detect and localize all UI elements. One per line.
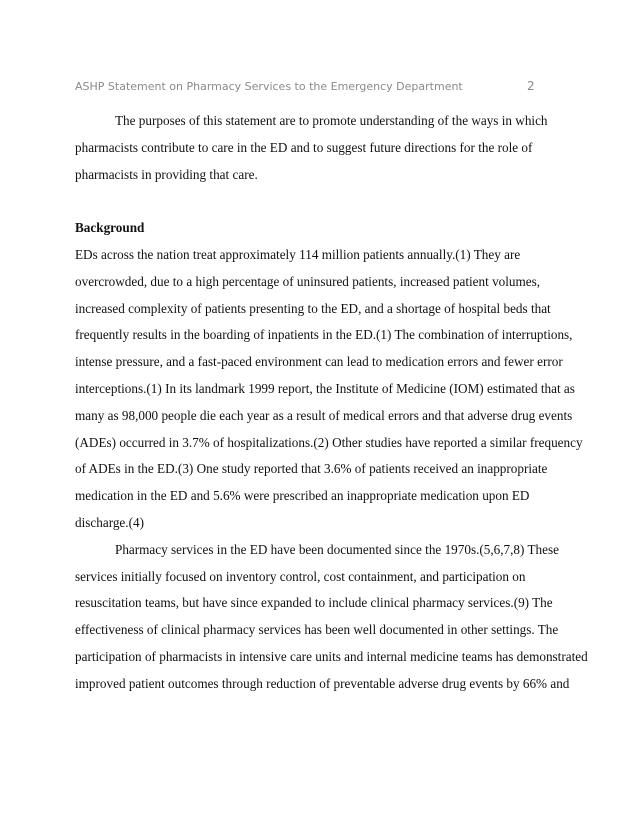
- paragraph-line: increased complexity of patients presenting to the ED, and a shortage of hospital beds that: [75, 300, 551, 316]
- section-heading: Background: [75, 220, 145, 236]
- paragraph-line: The purposes of this statement are to promote understanding of the ways in which: [115, 113, 548, 128]
- paragraph-line: (ADEs) occurred in 3.7% of hospitalizations.(2) Other studies have reported a similar frequency: [75, 434, 583, 450]
- paragraph-line: interceptions.(1) In its landmark 1999 report, the Institute of Medicine (IOM) estimated that as: [75, 380, 575, 396]
- paragraph-line: resuscitation teams, but have since expanded to include clinical pharmacy services.(9) The: [75, 595, 553, 611]
- page-number: 2: [527, 79, 535, 93]
- paragraph-line: overcrowded, due to a high percentage of uninsured patients, increased patient volumes,: [75, 273, 541, 289]
- paragraph-line: of ADEs in the ED.(3) One study reported that 3.6% of patients received an inappropriate: [75, 461, 548, 477]
- paragraph-line: EDs across the nation treat approximately 114 million patients annually.(1) They are: [75, 246, 521, 262]
- paragraph-line: pharmacists in providing that care.: [75, 166, 258, 182]
- blank-line: [75, 188, 550, 215]
- document-body: [75, 108, 588, 698]
- paragraph-line: effectiveness of clinical pharmacy services has been well documented in other settings. The: [75, 622, 559, 638]
- paragraph-line: participation of pharmacists in intensive care units and internal medicine teams has demonstrated: [75, 648, 588, 664]
- header-title: ASHP Statement on Pharmacy Services to the Emergency Department: [75, 80, 463, 93]
- paragraph-line: many as 98,000 people die each year as a result of medical errors and that adverse drug events: [75, 407, 573, 423]
- paragraph-line: Pharmacy services in the ED have been documented since the 1970s.(5,6,7,8) These: [115, 541, 559, 557]
- paragraph-line: services initially focused on inventory control, cost containment, and participation on: [75, 568, 526, 584]
- paragraph-line: pharmacists contribute to care in the ED and to suggest future directions for the role of: [75, 139, 533, 155]
- paragraph-line: medication in the ED and 5.6% were prescribed an inappropriate medication upon ED: [75, 488, 530, 504]
- paragraph-line: improved patient outcomes through reduction of preventable adverse drug events by 66% and: [75, 675, 570, 691]
- paragraph-line: frequently results in the boarding of inpatients in the ED.(1) The combination of interruptions,: [75, 327, 573, 343]
- paragraph-line: discharge.(4): [75, 514, 144, 530]
- paragraph-line: intense pressure, and a fast-paced environment can lead to medication errors and fewer error: [75, 354, 563, 370]
